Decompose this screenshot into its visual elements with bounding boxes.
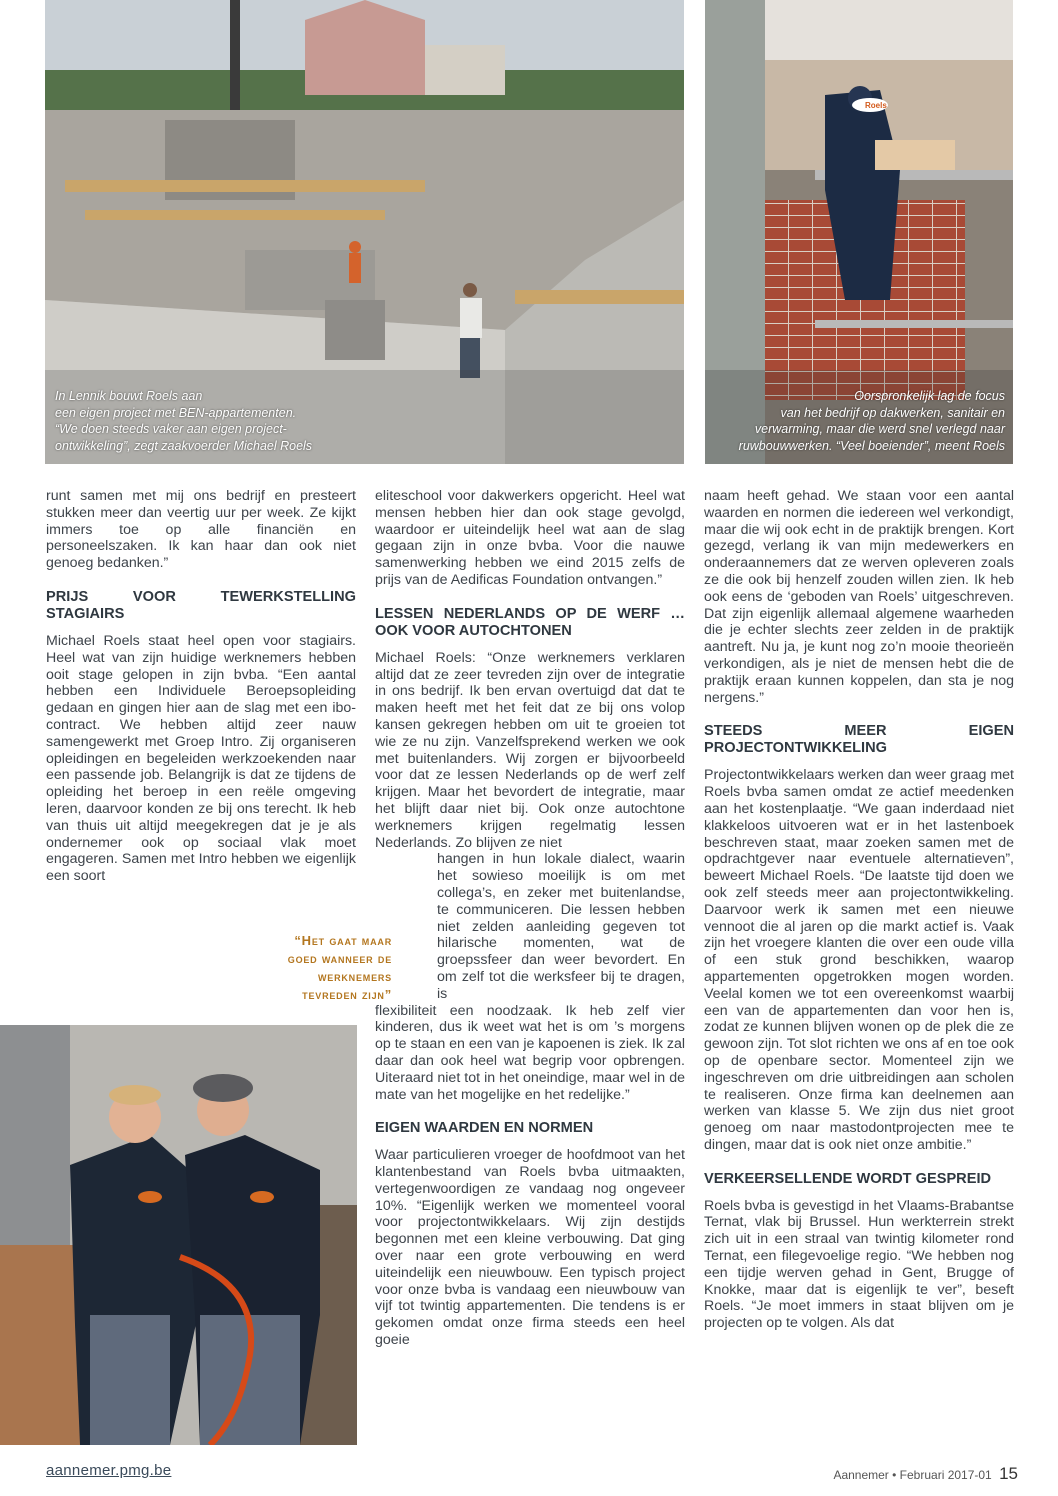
caption-line: In Lennik bouwt Roels aan <box>55 389 203 403</box>
column-1 <box>46 488 356 885</box>
section-heading: STEEDS MEER EIGEN PROJECTONTWIKKELING <box>704 723 1014 757</box>
paragraph: naam heeft gehad. We staan voor een aantal waarden en normen die iedereen wel verkondigt, maar die wij ook echt in de praktijk brengen. Kort gezegd, verlang ik van mijn medewerkers en onderaannemers dat ze werven opleveren zoals ze die ook bij henzelf zouden willen zien. Ik heb ook eens de ‘geboden van Roels’ uitgeschreven. Dat zijn eigenlijk allemaal algemene waarheden die je echter slechts zeer zelden in de praktijk aantreft. Nu ja, je kunt nog zo’n mooie theorieën verkondigen, als je niet de mensen hebt die de praktijk eraan kunnen koppelen, dan sta je nog nergens.” <box>704 488 1014 706</box>
section-heading: PRIJS VOOR TEWERKSTELLING STAGIAIRS <box>46 588 356 622</box>
section-heading: LESSEN NEDERLANDS OP DE WERF … OOK VOOR AUTOCHTONEN <box>375 605 685 639</box>
footer-issue-info <box>833 1464 1018 1484</box>
caption-line: “We doen steeds vaker aan eigen project- <box>55 422 287 436</box>
caption-line: ontwikkeling”, zegt zaakvoerder Michael Roels <box>55 438 313 453</box>
left-photo-caption <box>55 388 355 454</box>
pull-quote: “Het gaat maar goed wanneer de werknemers tevreden zijn” <box>287 933 392 1002</box>
caption-line: van het bedrijf op dakwerken, sanitair en <box>780 405 1005 420</box>
jacket-logo: Roels <box>865 101 887 110</box>
paragraph: runt samen met mij ons bedrijf en presteert stukken meer dan veertig uur per week. Ze kijkt immers toe op alle financiën en personeelszaken. Ik kan haar dan ook niet genoeg bedanken.” <box>46 488 356 572</box>
paragraph: Roels bvba is gevestigd in het Vlaams-Brabantse Ternat, vlak bij Brussel. Hun werkterrein strekt zich uit in een straal van twintig kilometer rond Ternat, een filegevoelige regio. “We hebben nog een tijdje werven gehad in Gent, Brugge of Knokke, maar dat is eigenlijk te ver”, beseft Roels. “Je moet immers in staat blijven om je projecten op te volgen. Als dat <box>704 1197 1014 1332</box>
column-3 <box>704 488 1014 1332</box>
caption-line: ruwbouwwerken. “Veel boeiender”, meent Roels <box>738 438 1005 453</box>
caption-line: Oorspronkelijk lag de focus <box>854 389 1005 403</box>
issue-label: Aannemer • Februari 2017-01 <box>833 1468 992 1482</box>
paragraph: Waar particulieren vroeger de hoofdmoot van het klantenbestand van Roels bvba uitmaakten, vertegenwoordigen ze vandaag nog ongeveer 10%. “Eigenlijk werken we momenteel vooral voor projectontwikkelaars. Wij zijn destijds begonnen met een kleine verbouwing. Dat ging over naar een grote verbouwing en werd uiteindelijk een nieuwbouw. Een typisch project voor onze bvba is vandaag een nieuwbouw van vijf tot twintig appartementen. Die tendens is er gekomen omdat onze firma steeds een heel goeie <box>375 1147 685 1349</box>
section-heading: VERKEERSELLENDE WORDT GESPREID <box>704 1170 992 1187</box>
footer-website-link[interactable]: aannemer.pmg.be <box>46 1462 172 1479</box>
paragraph: Michael Roels: “Onze werknemers verklaren altijd dat ze zeer tevreden zijn over de integratie in ons bedrijf. Ik ben ervan overtuigd dat dat te maken heeft met het feit dat ze bij ons volop kansen gekregen hebben om uit te groeien tot wie ze nu zijn. Vanzelfsprekend werken we ook met buitenlanders. Wij zorgen er bijvoorbeeld voor dat ze lessen Nederlands op de werf zelf krijgen. Maar het bevordert de integratie, maar het blijft daar niet bij. Ook onze autochtone werknemers krijgen regelmatig lessen Nederlands. Zo blijven ze niet <box>375 649 685 851</box>
page-number: 15 <box>999 1464 1018 1483</box>
workers-photo <box>0 1025 357 1445</box>
caption-line: verwarming, maar die werd snel verlegd naar <box>754 422 1005 436</box>
paragraph: hangen in hun lokale dialect, waarin het sowieso moeilijk is om met collega’s, en zeker met buitenlandse, te communiceren. Die lessen hebben niet zelden aanleiding gegeven tot hilarische momenten, wat de groepssfeer dan weer bevordert. En om zelf tot die werksfeer bij te dragen, is <box>437 851 685 1002</box>
column-2 <box>375 488 685 1349</box>
caption-line: een eigen project met BEN-appartementen. <box>55 405 297 420</box>
paragraph: Projectontwikkelaars werken dan weer graag met Roels bvba samen omdat ze actief meedenken aan het kostenplaatje. “We gaan inderdaad niet klakkeloos uitvoeren wat er in het lastenboek beschreven staat, maar zoeken samen met de opdrachtgever naar eventuele alternatieven”, beweert Michael Roels. “De laatste tijd doen we ook zelf steeds meer aan projectontwikkeling. Daarvoor werk ik samen met een nieuwe vennoot die al jaren op die markt actief is. Vaak zijn het vroegere klanten die over een oude villa of een stuk grond beschikken, waarop appartementen opgetrokken mogen worden. Veelal komen we tot een overeenkomst waarbij een van de appartementen dan voor hen is, zodat ze kunnen blijven wonen op de plek die ze gewoon zijn. Tot slot richten we ons af en toe ook op de openbare sector. Momenteel zijn we ingeschreven om drie uitbreidingen aan scholen te realiseren. Onze firma kan deelnemen aan werken van klasse 5. We zijn dus niet groot genoeg om naar mastodontprojecten mee te dingen, maar dat is ook niet onze ambitie.” <box>704 767 1014 1153</box>
section-heading: EIGEN WAARDEN EN NORMEN <box>375 1120 594 1137</box>
paragraph: eliteschool voor dakwerkers opgericht. Heel wat mensen hebben hier dan ook stage gevolgd, waardoor er uiteindelijk heel wat aan de slag gegaan zijn in onze bvba. Voor die nauwe samenwerking hebben we eind 2015 zelfs de prijs van de Aedificas Foundation ontvangen.” <box>375 488 685 588</box>
paragraph: flexibiliteit een noodzaak. Ik heb zelf vier kinderen, dus ik weet wat het is om ’s morgens op te staan en een van je kapoenen is ziek. Ik zal daar dan ook heel wat begrip voor opbrengen. Uiteraard niet tot in het oneindige, maar wel in de mate van het mogelijke en het redelijke.” <box>375 1002 685 1103</box>
right-photo-caption <box>715 388 1005 454</box>
paragraph: Michael Roels staat heel open voor stagiairs. Heel wat van zijn huidige werknemers hebben ooit stage gelopen in zijn bvba. “Een aantal hebben een Individuele Beroepsopleiding gedaan en gingen hier aan de slag met een ibo-contract. We hebben altijd zeer nauw samengewerkt met Groep Intro. Zij organiseren opleidingen en begeleiden werkzoekenden naar een passende job. Belangrijk is dat ze tijdens de opleiding het beroep in een reële omgeving leren, daarvoor konden ze bij ons terecht. Ik heb van thuis uit altijd meegekregen dat je je als ondernemer ook op sociaal vlak moet engageren. Samen met Intro hebben we eigenlijk een soort <box>46 632 356 885</box>
